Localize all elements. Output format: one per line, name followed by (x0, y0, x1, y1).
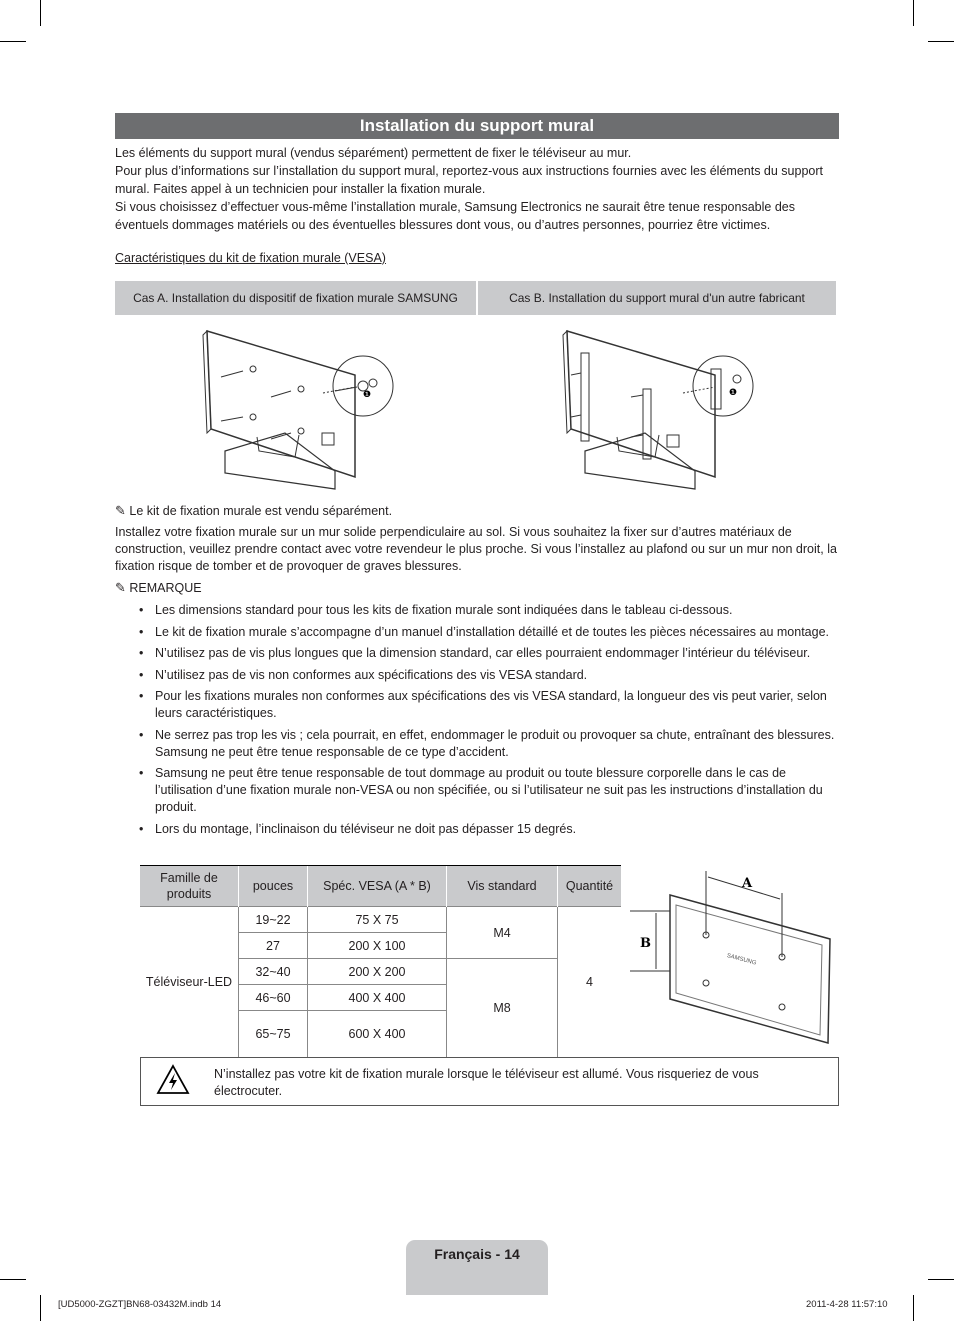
remarque-label: REMARQUE (129, 581, 202, 595)
crop-mark (40, 0, 41, 26)
list-item: • Le kit de fixation murale s’accompagne d’un manuel d’installation détaillé et de toutes les pièces nécessaires au montage. (139, 624, 830, 639)
remarque-list (139, 602, 839, 842)
inches-cell: 46~60 (239, 985, 308, 1011)
inches-cell: 27 (239, 933, 308, 959)
table-header-row (140, 866, 621, 907)
page-number: Français - 14 (434, 1246, 520, 1262)
note-kit (115, 503, 392, 520)
list-item: • N’utilisez pas de vis non conformes aux spécifications des vis VESA standard. (139, 667, 588, 682)
family-cell: Téléviseur-LED (140, 907, 239, 1058)
column-header: Vis standard (447, 866, 558, 907)
crop-mark (40, 1295, 41, 1321)
case-b-label: Cas B. Installation du support mural d'un autre fabricant (509, 291, 805, 305)
section-title-bar (115, 113, 839, 139)
inches-cell: 32~40 (239, 959, 308, 985)
list-item: • N’utilisez pas de vis plus longues que la dimension standard, car elles pourraient endommager l’intérieur du téléviseur. (139, 646, 811, 660)
column-header: Quantité (558, 866, 622, 907)
column-header: Famille de produits (140, 866, 239, 907)
callout-marker: ❶ (363, 390, 372, 400)
crop-mark (913, 0, 914, 26)
case-a-header (115, 281, 476, 315)
screw-cell: M4 (447, 907, 558, 959)
page-number-tab (406, 1240, 548, 1295)
list-item: • Ne serrez pas trop les vis ; cela pourrait, en effet, endommager le produit ou provoquer sa chute, entraînant des blessures. Samsung ne peut être tenue responsable de ce type d’accident. (139, 727, 835, 759)
list-item: • Lors du montage, l’inclinaison du téléviseur ne doit pas dépasser 15 degrés. (139, 821, 577, 836)
page-title: Installation du support mural (359, 116, 595, 135)
tv-back-illustration-b (555, 325, 765, 495)
screw-cell: M8 (447, 959, 558, 1058)
electric-shock-warning-icon (156, 1064, 190, 1096)
list-item: • Les dimensions standard pour tous les kits de fixation murale sont indiquées dans le tableau ci-dessous. (139, 603, 733, 617)
callout-marker: ❶ (729, 388, 738, 398)
remarque-heading (115, 580, 202, 597)
case-b-header (478, 281, 836, 315)
case-a-label: Cas A. Installation du dispositif de fixation murale SAMSUNG (133, 291, 458, 305)
intro-paragraph: Les éléments du support mural (vendus séparément) permettent de fixer le téléviseur au mur. (115, 146, 632, 160)
dimension-a-label: A (742, 876, 753, 891)
install-paragraph: Installez votre fixation murale sur un mur solide perpendiculaire au sol. Si vous souhaitez la fixer sur d’autres matériaux de construction, veuillez prendre contact avec votre revendeur le plus proche. Si vous l’installez au plafond ou sur un mur non droit, la fixation risque de tomber et de provoquer de graves blessures. (115, 525, 837, 573)
dimension-b-label: B (640, 936, 651, 951)
footer-timestamp: 2011-4-28 11:57:10 (806, 1299, 888, 1310)
crop-mark (0, 41, 26, 42)
vesa-cell: 75 X 75 (308, 907, 447, 933)
crop-mark (928, 41, 954, 42)
note-pencil-icon: ✎ (115, 504, 126, 519)
list-item: • Pour les fixations murales non conformes aux spécifications des vis VESA standard, la longueur des vis peut varier, selon leurs caractéristiques. (139, 689, 827, 720)
inches-cell: 65~75 (239, 1011, 308, 1058)
vesa-cell: 200 X 200 (308, 959, 447, 985)
vesa-section-heading: Caractéristiques du kit de fixation murale (VESA) (115, 251, 386, 265)
vesa-cell: 600 X 400 (308, 1011, 447, 1058)
note-pencil-icon: ✎ (115, 581, 126, 596)
vesa-dimension-illustration (630, 865, 835, 1050)
inches-cell: 19~22 (239, 907, 308, 933)
column-header: Spéc. VESA (A * B) (308, 866, 447, 907)
table-row (140, 907, 621, 933)
quantity-cell: 4 (558, 907, 622, 1058)
note-kit-text: Le kit de fixation murale est vendu séparément. (129, 504, 393, 518)
vesa-spec-table (140, 865, 621, 1058)
samsung-logo-text: SAMSUNG (726, 952, 757, 967)
crop-mark (928, 1279, 954, 1280)
tv-back-illustration-a (195, 325, 405, 495)
intro-paragraph: Si vous choisissez d’effectuer vous-même l’installation murale, Samsung Electronics ne saurait être tenue responsable des éventuels dommages matériels ou des éventuelles blessures dont vous, ou d’autres personnes, pourriez être victimes. (115, 200, 795, 232)
list-item: • Samsung ne peut être tenue responsable de tout dommage au produit ou toute blessure corporelle dans le cas de l’utilisation d’une fixation murale non-VESA ou non spécifiée, ou si l’utilisateur ne suit pas les instructions d’installation du produit. (139, 766, 823, 814)
crop-mark (913, 1295, 914, 1321)
vesa-cell: 200 X 100 (308, 933, 447, 959)
intro-paragraph: Pour plus d’informations sur l’installation du support mural, reportez-vous aux instructions fournies avec les éléments du support mural. Faites appel à un technicien pour installer la fixation murale. (115, 164, 823, 196)
crop-mark (0, 1279, 26, 1280)
column-header: pouces (239, 866, 308, 907)
warning-text: N’installez pas votre kit de fixation murale lorsque le téléviseur est allumé. Vous risqueriez de vous électrocuter. (214, 1067, 759, 1098)
vesa-cell: 400 X 400 (308, 985, 447, 1011)
footer-file-info: [UD5000-ZGZT]BN68-03432M.indb 14 (58, 1299, 222, 1310)
